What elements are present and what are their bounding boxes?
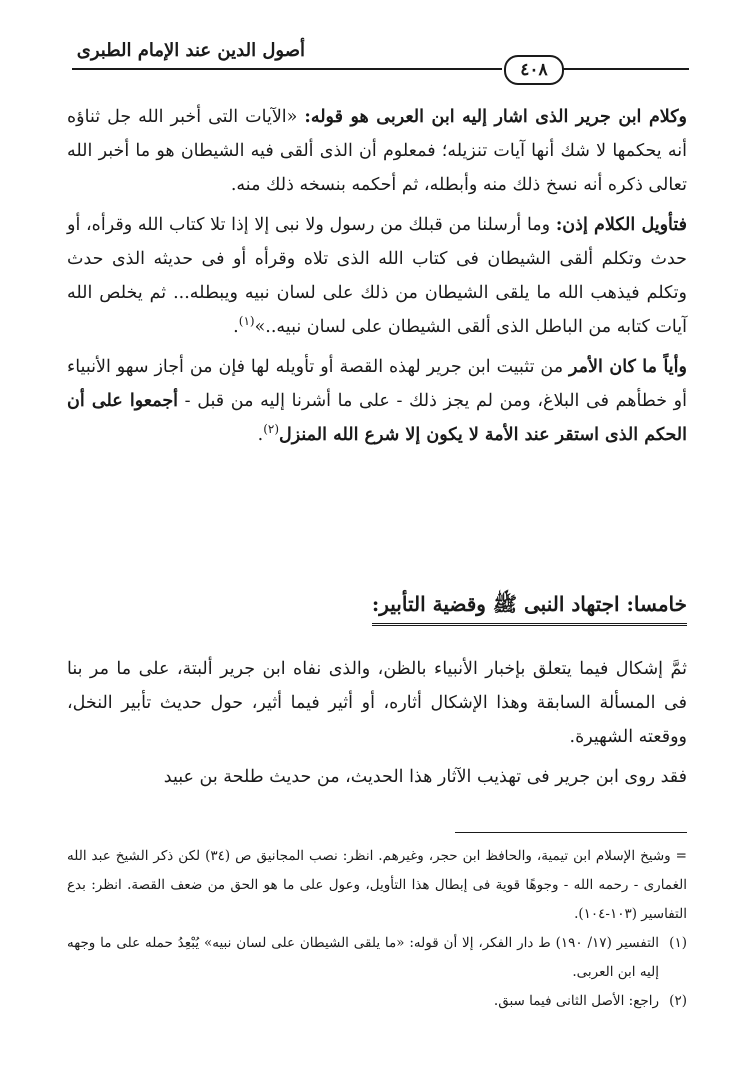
footnote-1 (67, 929, 687, 987)
paragraph-4: ثمَّ إشكال فيما يتعلق بإخبار الأنبياء بالظن، والذى نفاه ابن جرير ألبتة، على ما مر بنا فى المسألة السابقة وهذا الإشكال أثاره، أو أثير فيما أثير، حول حديث تأبير النخل، ووقعته الشهيرة. (67, 659, 687, 747)
section-heading: خامسا: اجتهاد النبى ﷺ وقضية التأبير: (372, 592, 687, 626)
paragraph-5: فقد روى ابن جرير فى تهذيب الآثار هذا الحديث، من حديث طلحة بن عبيد (163, 767, 687, 787)
footnote-ref-2[interactable]: (٢) (263, 422, 280, 437)
paragraph-2-text: وما أرسلنا من قبلك من رسول ولا نبى إلا إذا تلا كتاب الله وقرأه، أو حدث وتكلم ألقى الشيطان فى كتاب الله الذى تلاه وقرأه أو فى حديثه الذى حدث وتكلم فيذهب الله ما يلقى الشيطان من ذلك على لسان نبيه ويبطله... ثم يخلص الله آيات كتابه من الباطل الذى ألقى الشيطان على لسان نبيه..» (67, 215, 687, 337)
paragraph-1 (67, 100, 687, 202)
paragraph-1-lead: وكلام ابن جرير الذى اشار إليه ابن العربى هو قوله: (304, 107, 687, 127)
running-title: أصول الدين عند الإمام الطبرى (76, 40, 305, 61)
footnote-continuation (67, 842, 687, 929)
footnote-1-number: (١) (669, 935, 687, 951)
header-rule-right (561, 68, 689, 70)
paragraph-3-lead: وأياً ما كان الأمر (569, 357, 687, 377)
footnote-ref-1[interactable]: (١) (238, 314, 255, 329)
footnote-2-text: راجع: الأصل الثانى فيما سبق. (493, 993, 659, 1009)
paragraph-3-bold: أجمعوا على أن الحكم الذى استقر عند الأمة لا يكون إلا شرع الله المنزل (67, 391, 687, 445)
paragraph-2: فتأويل الكلام إذن: وما أرسلنا من قبلك من رسول ولا نبى إلا إذا تلا كتاب الله وقرأه، أو حدث وتكلم ألقى الشيطان فى كتاب الله الذى تلاه وقرأه أو فى حديثه الذى حدث وتكلم فيذهب الله ما يلقى الشيطان من ذلك على لسان نبيه ويبطله... ثم يخلص الله آيات كتابه من الباطل الذى ألقى الشيطان على لسان نبيه..»$^{(١)}$. (67, 215, 687, 337)
main-text (67, 100, 687, 458)
paragraph-3-text: من تثبيت ابن جرير لهذه القصة أو تأويله لها فإن من أجاز سهو الأنبياء أو خطأهم فى البلاغ، ومن لم يجز ذلك - على ما أشرنا إليه من قبل - (67, 357, 687, 411)
paragraph-3: وأياً ما كان الأمر من تثبيت ابن جرير لهذه القصة أو تأويله لها فإن من أجاز سهو الأنبياء أو خطأهم فى البلاغ، ومن لم يجز ذلك - على ما أشرنا إليه من قبل - أجمعوا على أن الحكم الذى استقر عند الأمة لا يكون إلا شرع الله المنزل$^{(٢)}$. (67, 357, 687, 445)
header-rule-left (72, 68, 502, 70)
footnote-continuation-text: = وشيخ الإسلام ابن تيمية، والحافظ ابن حجر، وغيرهم. انظر: نصب المجانيق ص (٣٤) لكن ذكر الشيخ عبد الله الغمارى - رحمه الله - وجوهًا قوية فى إبطال هذا التأويل، وعول على ما هو الحق من ضعف القصة. انظر: بدع التفاسير (١٠٣-١٠٤). (67, 848, 687, 922)
footnote-rule (455, 832, 687, 833)
footnote-1-text: التفسير (١٧/ ١٩٠) ط دار الفكر، إلا أن قوله: «ما يلقى الشيطان على لسان نبيه» يُبْعِدُ حمله على ما وجهه إليه ابن العربى. (67, 935, 660, 980)
page-number: ٤٠٨ (504, 55, 564, 85)
footnote-2-number: (٢) (669, 993, 687, 1009)
paragraph-1-text: «الآيات التى أخبر الله جل ثناؤه أنه يحكمها لا شك أنها آيات تنزيله؛ فمعلوم أن الذى ألقى فيه الشيطان هو ما أخبر الله تعالى ذكره أنه نسخ ذلك منه وأبطله، ثم أحكمه بنسخه ذلك منه. (67, 107, 687, 195)
main-text-2 (67, 652, 687, 800)
footnotes (67, 842, 687, 1016)
footnote-2 (67, 987, 687, 1016)
paragraph-2-lead: فتأويل الكلام إذن: (555, 215, 687, 235)
